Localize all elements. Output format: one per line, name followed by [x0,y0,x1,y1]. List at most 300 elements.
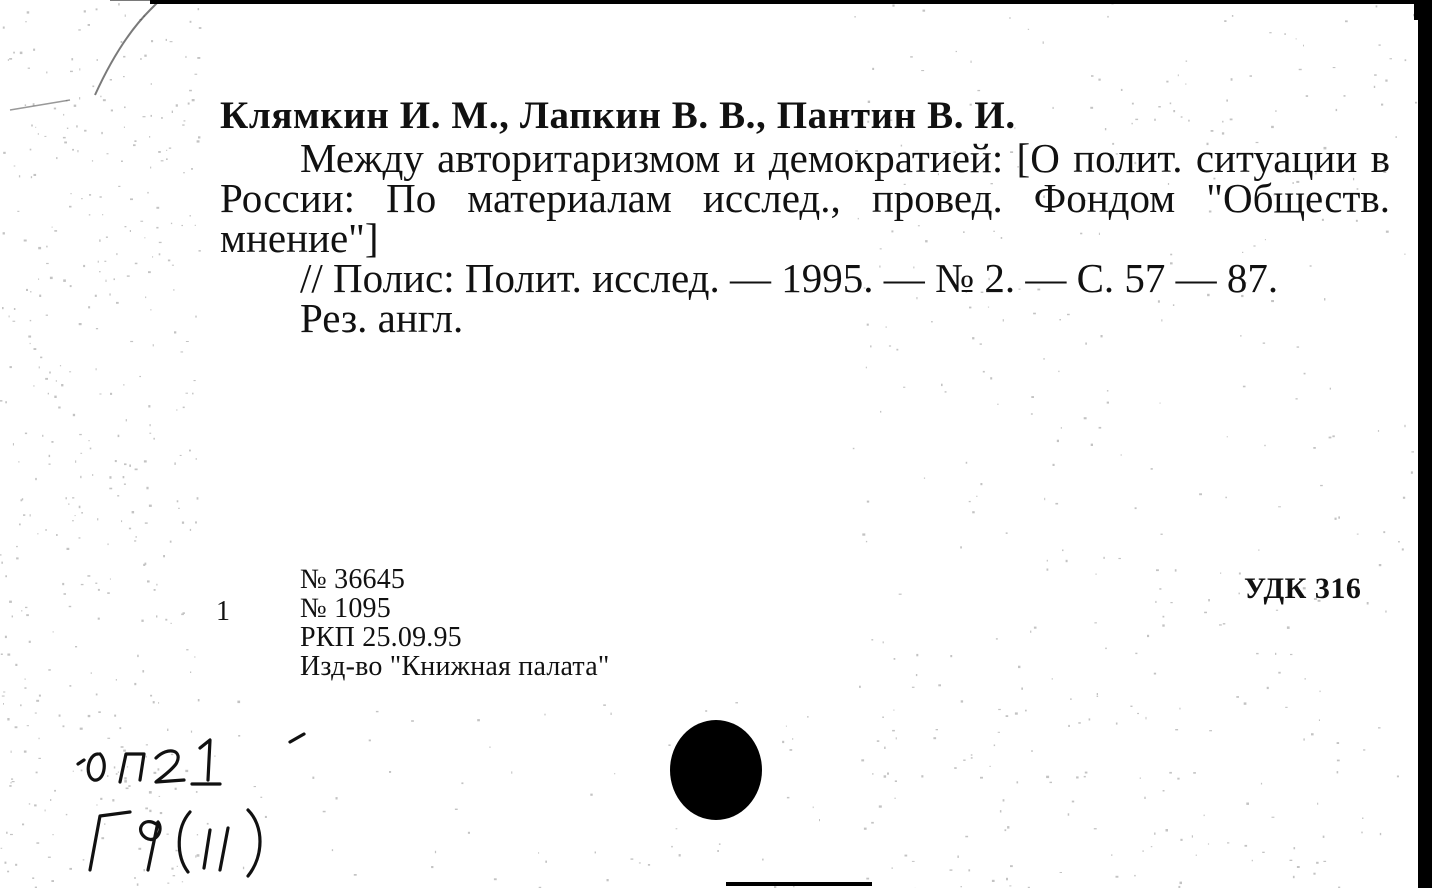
scan-speck [1062,550,1064,552]
scan-speck [181,351,184,352]
scan-speck [54,230,57,232]
scan-speck [69,685,71,687]
scan-speck [39,295,41,297]
scan-speck [118,3,120,5]
scan-speck [158,151,161,153]
scan-speck [197,57,200,59]
issue-number: № 1095 [300,593,391,624]
scan-speck [792,738,793,740]
scan-speck [1,654,3,656]
scan-speck [192,393,193,395]
scan-speck [177,500,179,502]
scan-speck [146,487,148,490]
scan-speck [1154,673,1156,675]
scan-speck [178,508,180,509]
scan-speck [1332,435,1334,437]
scan-speck [899,594,902,595]
scan-speck [129,528,131,530]
scan-speck [95,583,97,584]
scan-speck [35,713,37,714]
scan-speck [892,5,894,7]
scan-speck [1068,725,1070,727]
scan-speck [936,729,938,730]
scan-speck [137,883,139,885]
scan-speck [1130,706,1132,707]
scan-speck [893,710,894,711]
scan-speck [956,51,957,52]
scan-speck [188,103,190,105]
scan-speck [27,725,29,726]
scan-speck [129,465,131,467]
scan-speck [1285,707,1287,708]
scan-speck [1179,708,1180,710]
scan-speck [14,166,16,167]
scan-speck [166,150,167,151]
scan-speck [191,168,193,170]
scan-speck [1116,876,1119,878]
scan-speck [118,186,120,187]
scan-speck [17,211,19,212]
scan-speck [489,747,491,748]
scan-speck [894,658,896,660]
scan-speck [1383,531,1385,533]
scan-speck [30,149,32,151]
scan-speck [977,90,980,91]
scan-speck [143,116,146,117]
scan-speck [1154,833,1155,835]
scan-speck [0,400,2,402]
scan-speck [1097,693,1098,695]
scan-speck [1269,32,1271,33]
scan-speck [116,302,119,304]
scan-speck [1177,778,1179,780]
scan-speck [88,715,91,717]
scan-speck [354,874,357,876]
scan-speck [107,153,109,154]
scan-speck [7,871,9,873]
scan-speck [1297,346,1300,347]
scan-speck [139,376,141,377]
scan-speck [1256,653,1259,654]
scan-speck [158,702,159,703]
scan-speck [195,74,198,75]
scan-speck [782,741,784,743]
scan-speck [183,407,185,409]
scan-speck [110,393,112,395]
scan-speck [762,859,764,861]
scan-speck [996,638,998,639]
scan-speck [190,529,191,531]
scan-speck [1232,15,1233,17]
scan-speck [1006,878,1008,881]
scan-speck [182,124,184,125]
scan-speck [142,670,144,672]
scan-speck [1374,86,1375,88]
scan-speck [25,607,27,608]
scan-speck [87,575,90,577]
scan-speck [1379,564,1382,566]
scan-speck [114,715,116,717]
scan-speck [72,520,74,521]
scan-speck [1055,503,1058,505]
scan-speck [132,511,135,513]
scan-speck [79,537,81,538]
scan-speck [171,223,172,224]
scan-speck [1239,593,1240,595]
scan-speck [126,419,127,421]
scan-speck [1303,738,1304,740]
authors: Клямкин И. М., Лапкин В. В., Пантин В. И. [220,94,1016,137]
scan-speck [10,782,11,783]
scan-speck [89,194,91,196]
scan-speck [896,737,897,739]
scan-speck [144,237,145,238]
scan-speck [1121,89,1123,91]
scan-speck [1404,254,1405,255]
scan-speck [879,805,882,807]
scan-speck [58,407,60,409]
scan-speck [864,828,867,830]
scan-speck [106,237,108,238]
scan-speck [194,657,195,658]
scan-speck [184,120,186,121]
scan-speck [1094,828,1097,829]
scan-speck [104,261,106,262]
scan-speck [153,438,155,440]
scan-speck [45,378,48,380]
scan-speck [1137,713,1139,714]
scan-speck [1261,783,1262,785]
scan-speck [1084,776,1086,778]
scan-speck [332,849,333,851]
scan-speck [159,242,162,243]
scan-speck [455,809,458,810]
scan-speck [134,540,136,541]
scan-speck [866,878,869,880]
scan-speck [971,757,973,759]
scan-speck [941,384,943,386]
scan-speck [135,536,137,537]
scan-speck [872,773,873,775]
scan-speck [167,883,169,884]
scan-speck [76,125,78,127]
scan-speck [189,450,191,452]
scan-speck [905,855,908,857]
scan-speck [1345,20,1348,22]
publisher: Изд-во "Книжная палата" [300,651,610,682]
scan-speck [1159,588,1161,590]
scan-speck [148,405,150,407]
card-edge-bottom [726,882,872,886]
scan-speck [21,610,22,611]
scan-speck [1219,624,1222,625]
scan-speck [110,579,111,580]
scan-speck [24,679,26,680]
scan-speck [983,371,985,373]
scan-speck [1223,623,1226,624]
udk-code: УДК 316 [1244,572,1362,605]
scan-speck [124,127,125,128]
scan-speck [98,589,100,591]
scan-speck [123,476,125,478]
scan-speck [648,864,650,866]
scan-speck [1166,81,1168,83]
scan-speck [9,58,12,60]
scan-speck [31,125,33,127]
scan-speck [1031,396,1034,398]
scan-speck [1006,715,1009,717]
scan-speck [1329,437,1332,439]
scan-speck [1208,843,1209,844]
scan-speck [1398,541,1400,543]
scan-speck [73,414,75,416]
scan-speck [130,341,133,342]
scan-speck [1142,850,1143,851]
scan-speck [29,641,31,643]
scan-speck [3,152,5,154]
scan-speck [990,377,992,379]
scan-speck [92,474,93,476]
scan-speck [171,623,172,624]
scan-speck [92,86,94,88]
scan-speck [72,497,74,498]
scan-speck [1089,718,1091,720]
scan-speck [5,575,7,577]
scan-speck [149,136,150,138]
card-edge-corner [1414,0,1432,20]
scan-speck [1151,846,1153,847]
scan-speck [990,766,991,767]
scan-speck [1160,403,1161,404]
scan-speck [109,293,110,295]
scan-speck [91,672,92,674]
scan-speck [153,701,155,703]
scan-speck [1031,413,1033,414]
scan-speck [166,158,168,160]
scan-speck [870,345,871,347]
scan-speck [54,108,56,110]
scan-speck [106,280,107,282]
scan-speck [882,717,884,719]
scan-speck [13,52,15,54]
scan-speck [34,804,37,806]
scan-speck [81,512,83,514]
scan-speck [1276,610,1278,611]
scan-speck [1313,447,1316,449]
scan-speck [121,520,122,522]
card-edge-top [150,0,1432,4]
scan-speck [24,687,26,689]
scan-speck [19,524,21,526]
scan-speck [1,562,3,564]
scan-speck [1006,532,1008,534]
scan-speck [854,16,855,17]
scan-speck [866,367,867,369]
scan-speck [1278,506,1281,507]
scan-speck [1335,518,1337,520]
scan-speck [79,434,82,435]
scan-speck [61,384,63,386]
scan-speck [152,256,153,257]
scan-speck [1236,696,1239,698]
scan-speck [994,745,995,747]
scan-speck [30,291,32,292]
scan-speck [156,584,157,586]
scan-speck [36,700,39,702]
scan-speck [183,612,185,614]
scan-speck [71,58,73,60]
scan-speck [431,866,433,868]
scan-speck [154,589,156,591]
scan-speck [75,460,76,462]
scan-speck [998,709,1001,710]
scan-speck [1111,854,1112,855]
scan-speck [813,807,814,809]
scan-speck [31,176,32,178]
scan-speck [10,834,13,835]
scan-speck [883,641,884,643]
scan-speck [1304,373,1306,375]
scan-speck [494,878,497,880]
scan-speck [79,97,80,99]
scan-speck [1227,842,1229,843]
scan-speck [389,771,391,773]
scan-speck [1091,75,1094,77]
scan-speck [100,96,101,98]
scan-speck [182,522,184,524]
scan-speck [871,822,874,824]
scan-speck [954,767,957,769]
scan-speck [1009,17,1011,18]
scan-speck [151,40,153,42]
scan-speck [1175,729,1178,730]
scan-speck [1245,845,1248,847]
scan-speck [1204,612,1207,614]
scan-speck [145,522,148,523]
scan-speck [971,61,972,63]
scan-speck [1030,631,1031,633]
scan-speck [165,619,167,621]
scan-speck [1050,782,1053,783]
scan-speck [141,620,143,622]
scan-speck [153,344,154,346]
scan-speck [145,297,146,299]
scan-speck [75,646,77,647]
scan-speck [1060,872,1062,873]
scan-speck [976,496,977,497]
scan-speck [872,68,874,70]
scan-speck [963,760,965,761]
scan-speck [1367,602,1369,605]
scan-speck [998,732,1000,733]
scan-speck [1362,818,1363,820]
scan-speck [197,497,199,499]
scan-speck [1330,388,1331,390]
scan-speck [1262,852,1265,853]
scan-speck [149,505,152,507]
scan-speck [807,716,808,718]
scan-speck [69,606,72,607]
scan-speck [79,68,80,70]
scan-speck [1357,534,1359,535]
scan-speck [50,799,51,801]
scan-speck [150,309,151,310]
scan-speck [1162,624,1164,626]
scan-speck [7,654,10,656]
scan-speck [603,704,606,706]
scan-speck [1098,79,1100,81]
scan-speck [1155,601,1156,603]
scan-speck [169,148,171,149]
scan-speck [124,107,126,109]
scan-speck [66,497,67,499]
scan-speck [150,424,151,426]
scan-speck [1072,801,1074,803]
scan-speck [52,834,53,835]
scan-speck [1047,569,1049,571]
scan-speck [99,394,101,395]
scan-speck [1085,343,1087,345]
scan-speck [1385,80,1387,82]
scan-speck [20,52,23,55]
scan-speck [84,130,86,132]
scan-speck [67,128,68,129]
scan-speck [99,271,101,272]
scan-speck [1313,873,1315,875]
scan-speck [62,583,64,585]
scan-speck [156,227,158,229]
scan-speck [1015,712,1018,714]
scan-speck [130,198,133,200]
scan-speck [134,140,136,142]
scan-speck [910,56,913,57]
scan-speck [1031,750,1032,752]
scan-speck [147,192,148,194]
scan-speck [64,593,67,595]
scan-speck [34,174,37,176]
scan-speck [1096,574,1097,575]
scan-speck [1333,67,1336,68]
scan-speck [30,320,32,321]
scan-speck [1034,627,1037,629]
scan-speck [1076,776,1079,778]
scan-speck [46,315,48,316]
scan-speck [98,711,101,713]
scan-speck [1091,444,1093,446]
scan-speck [1209,730,1212,731]
scan-speck [70,71,73,72]
scan-speck [28,68,30,69]
scan-speck [35,478,37,480]
scan-speck [921,70,924,71]
scan-speck [64,142,67,144]
scan-speck [961,700,963,702]
scan-speck [109,488,112,490]
scan-speck [3,703,4,705]
scan-speck [1337,760,1340,762]
scan-speck [45,529,46,531]
scan-speck [671,846,673,848]
scan-speck [49,372,51,374]
scan-speck [894,798,895,799]
scan-speck [1397,776,1399,778]
scan-speck [5,636,7,638]
scan-speck [819,819,820,821]
scan-speck [25,21,26,22]
scan-speck [1299,69,1302,70]
scan-speck [884,775,887,777]
scan-speck [68,504,69,505]
